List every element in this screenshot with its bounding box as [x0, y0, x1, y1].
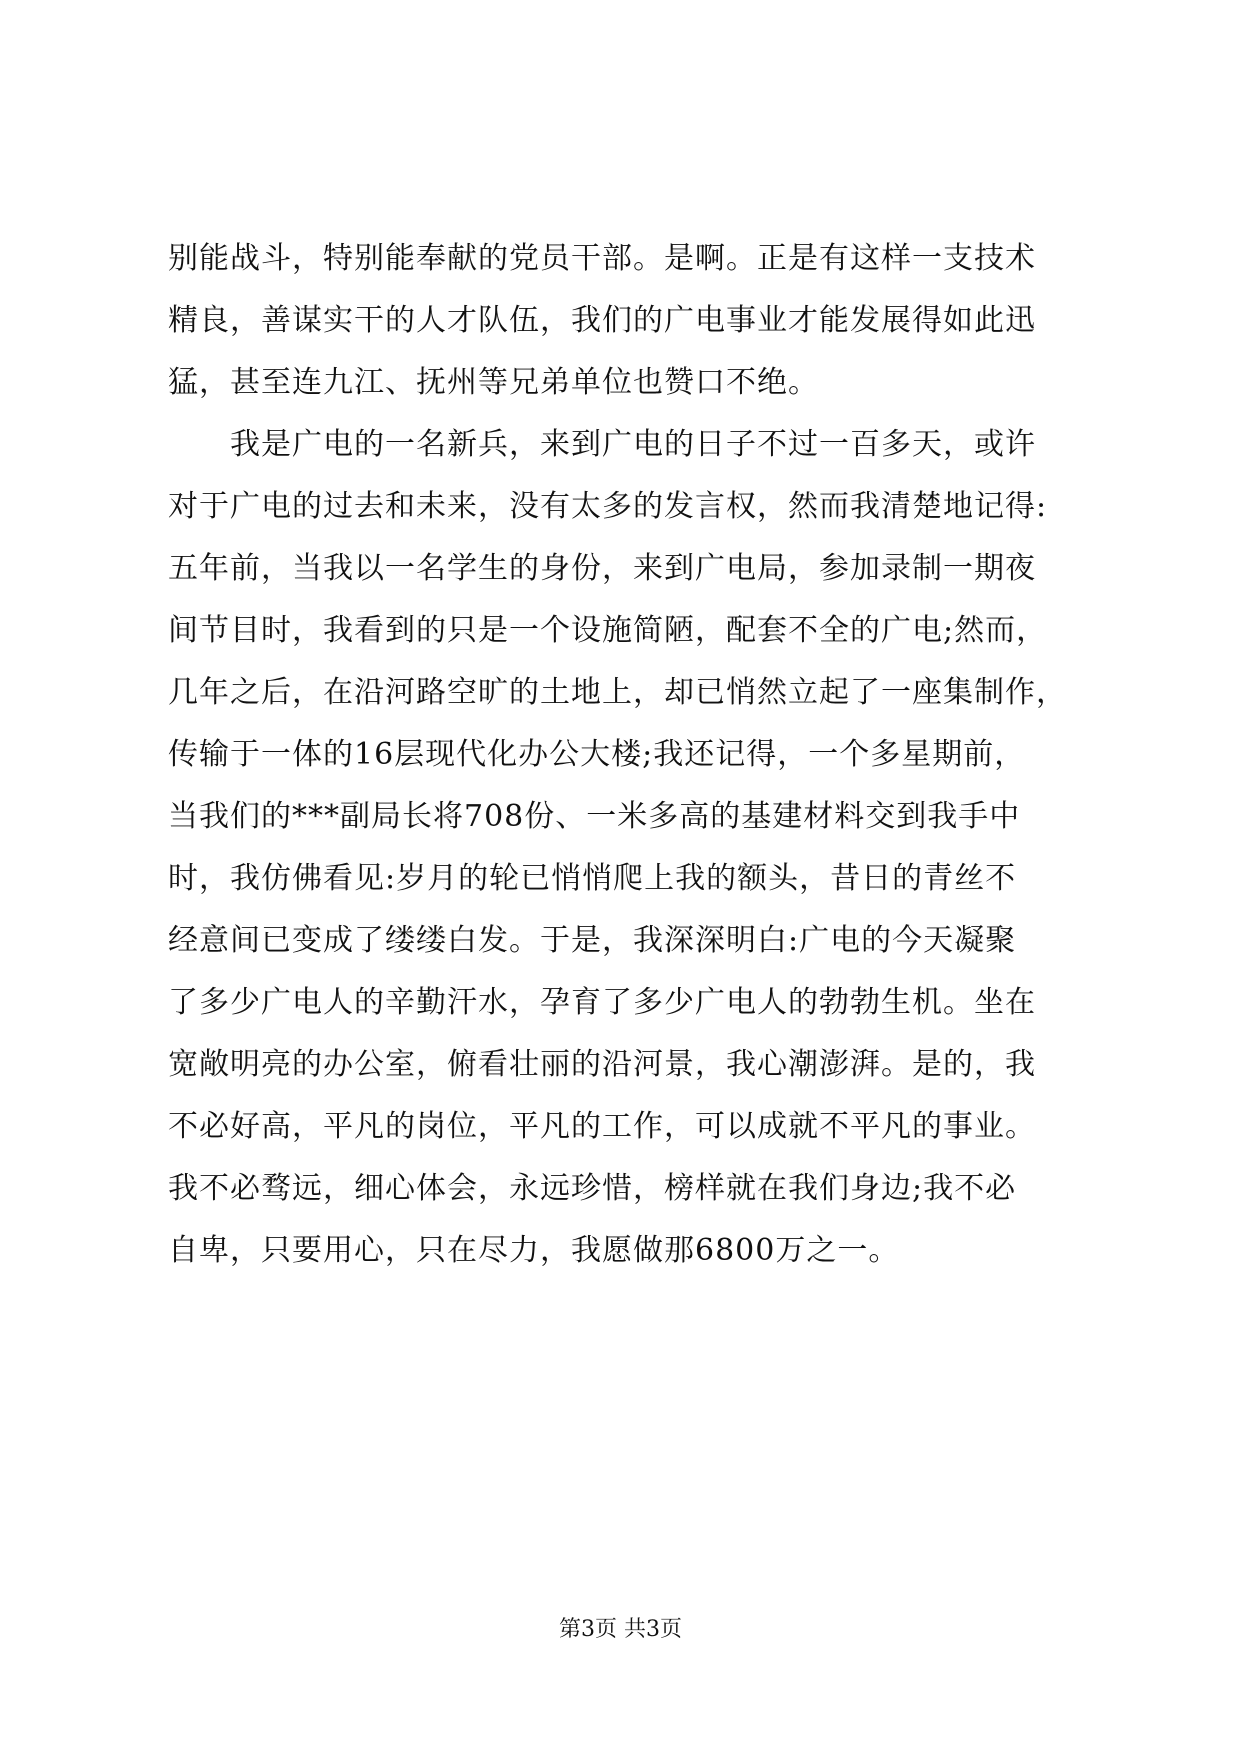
- text-line: 经意间已变成了缕缕白发。于是，我深深明白:广电的今天凝聚: [168, 923, 1017, 958]
- text-line: 传输于一体的16层现代化办公大楼;我还记得，一个多星期前，: [168, 737, 1026, 772]
- text-line: 时，我仿佛看见:岁月的轮已悄悄爬上我的额头，昔日的青丝不: [168, 861, 1017, 896]
- text-line: 当我们的***副局长将708份、一米多高的基建材料交到我手中: [168, 799, 1021, 834]
- text-line: 宽敞明亮的办公室，俯看壮丽的沿河景，我心潮澎湃。是的，我: [168, 1047, 1036, 1082]
- text-line: 间节目时，我看到的只是一个设施简陋，配套不全的广电;然而，: [168, 613, 1048, 648]
- text-line: 别能战斗，特别能奉献的党员干部。是啊。正是有这样一支技术: [168, 241, 1036, 276]
- page-number-footer: 第3页 共3页: [559, 1617, 682, 1642]
- paragraph-first-line: 我是广电的一名新兵，来到广电的日子不过一百多天，或许: [230, 427, 1036, 462]
- text-line: 对于广电的过去和未来，没有太多的发言权，然而我清楚地记得:: [168, 489, 1048, 524]
- text-line: 猛，甚至连九江、抚州等兄弟单位也赞口不绝。: [168, 365, 819, 400]
- text-line: 我不必骛远，细心体会，永远珍惜，榜样就在我们身边;我不必: [168, 1171, 1017, 1206]
- document-body: [168, 228, 1078, 1282]
- text-line: 了多少广电人的辛勤汗水，孕育了多少广电人的勃勃生机。坐在: [168, 985, 1036, 1020]
- text-line: 自卑，只要用心，只在尽力，我愿做那6800万之一。: [168, 1233, 900, 1268]
- text-line: 精良，善谋实干的人才队伍，我们的广电事业才能发展得如此迅: [168, 303, 1036, 338]
- text-line: 不必好高，平凡的岗位，平凡的工作，可以成就不平凡的事业。: [168, 1109, 1036, 1144]
- text-line: 几年之后，在沿河路空旷的土地上，却已悄然立起了一座集制作，: [168, 675, 1067, 710]
- text-line: 五年前，当我以一名学生的身份，来到广电局，参加录制一期夜: [168, 551, 1036, 586]
